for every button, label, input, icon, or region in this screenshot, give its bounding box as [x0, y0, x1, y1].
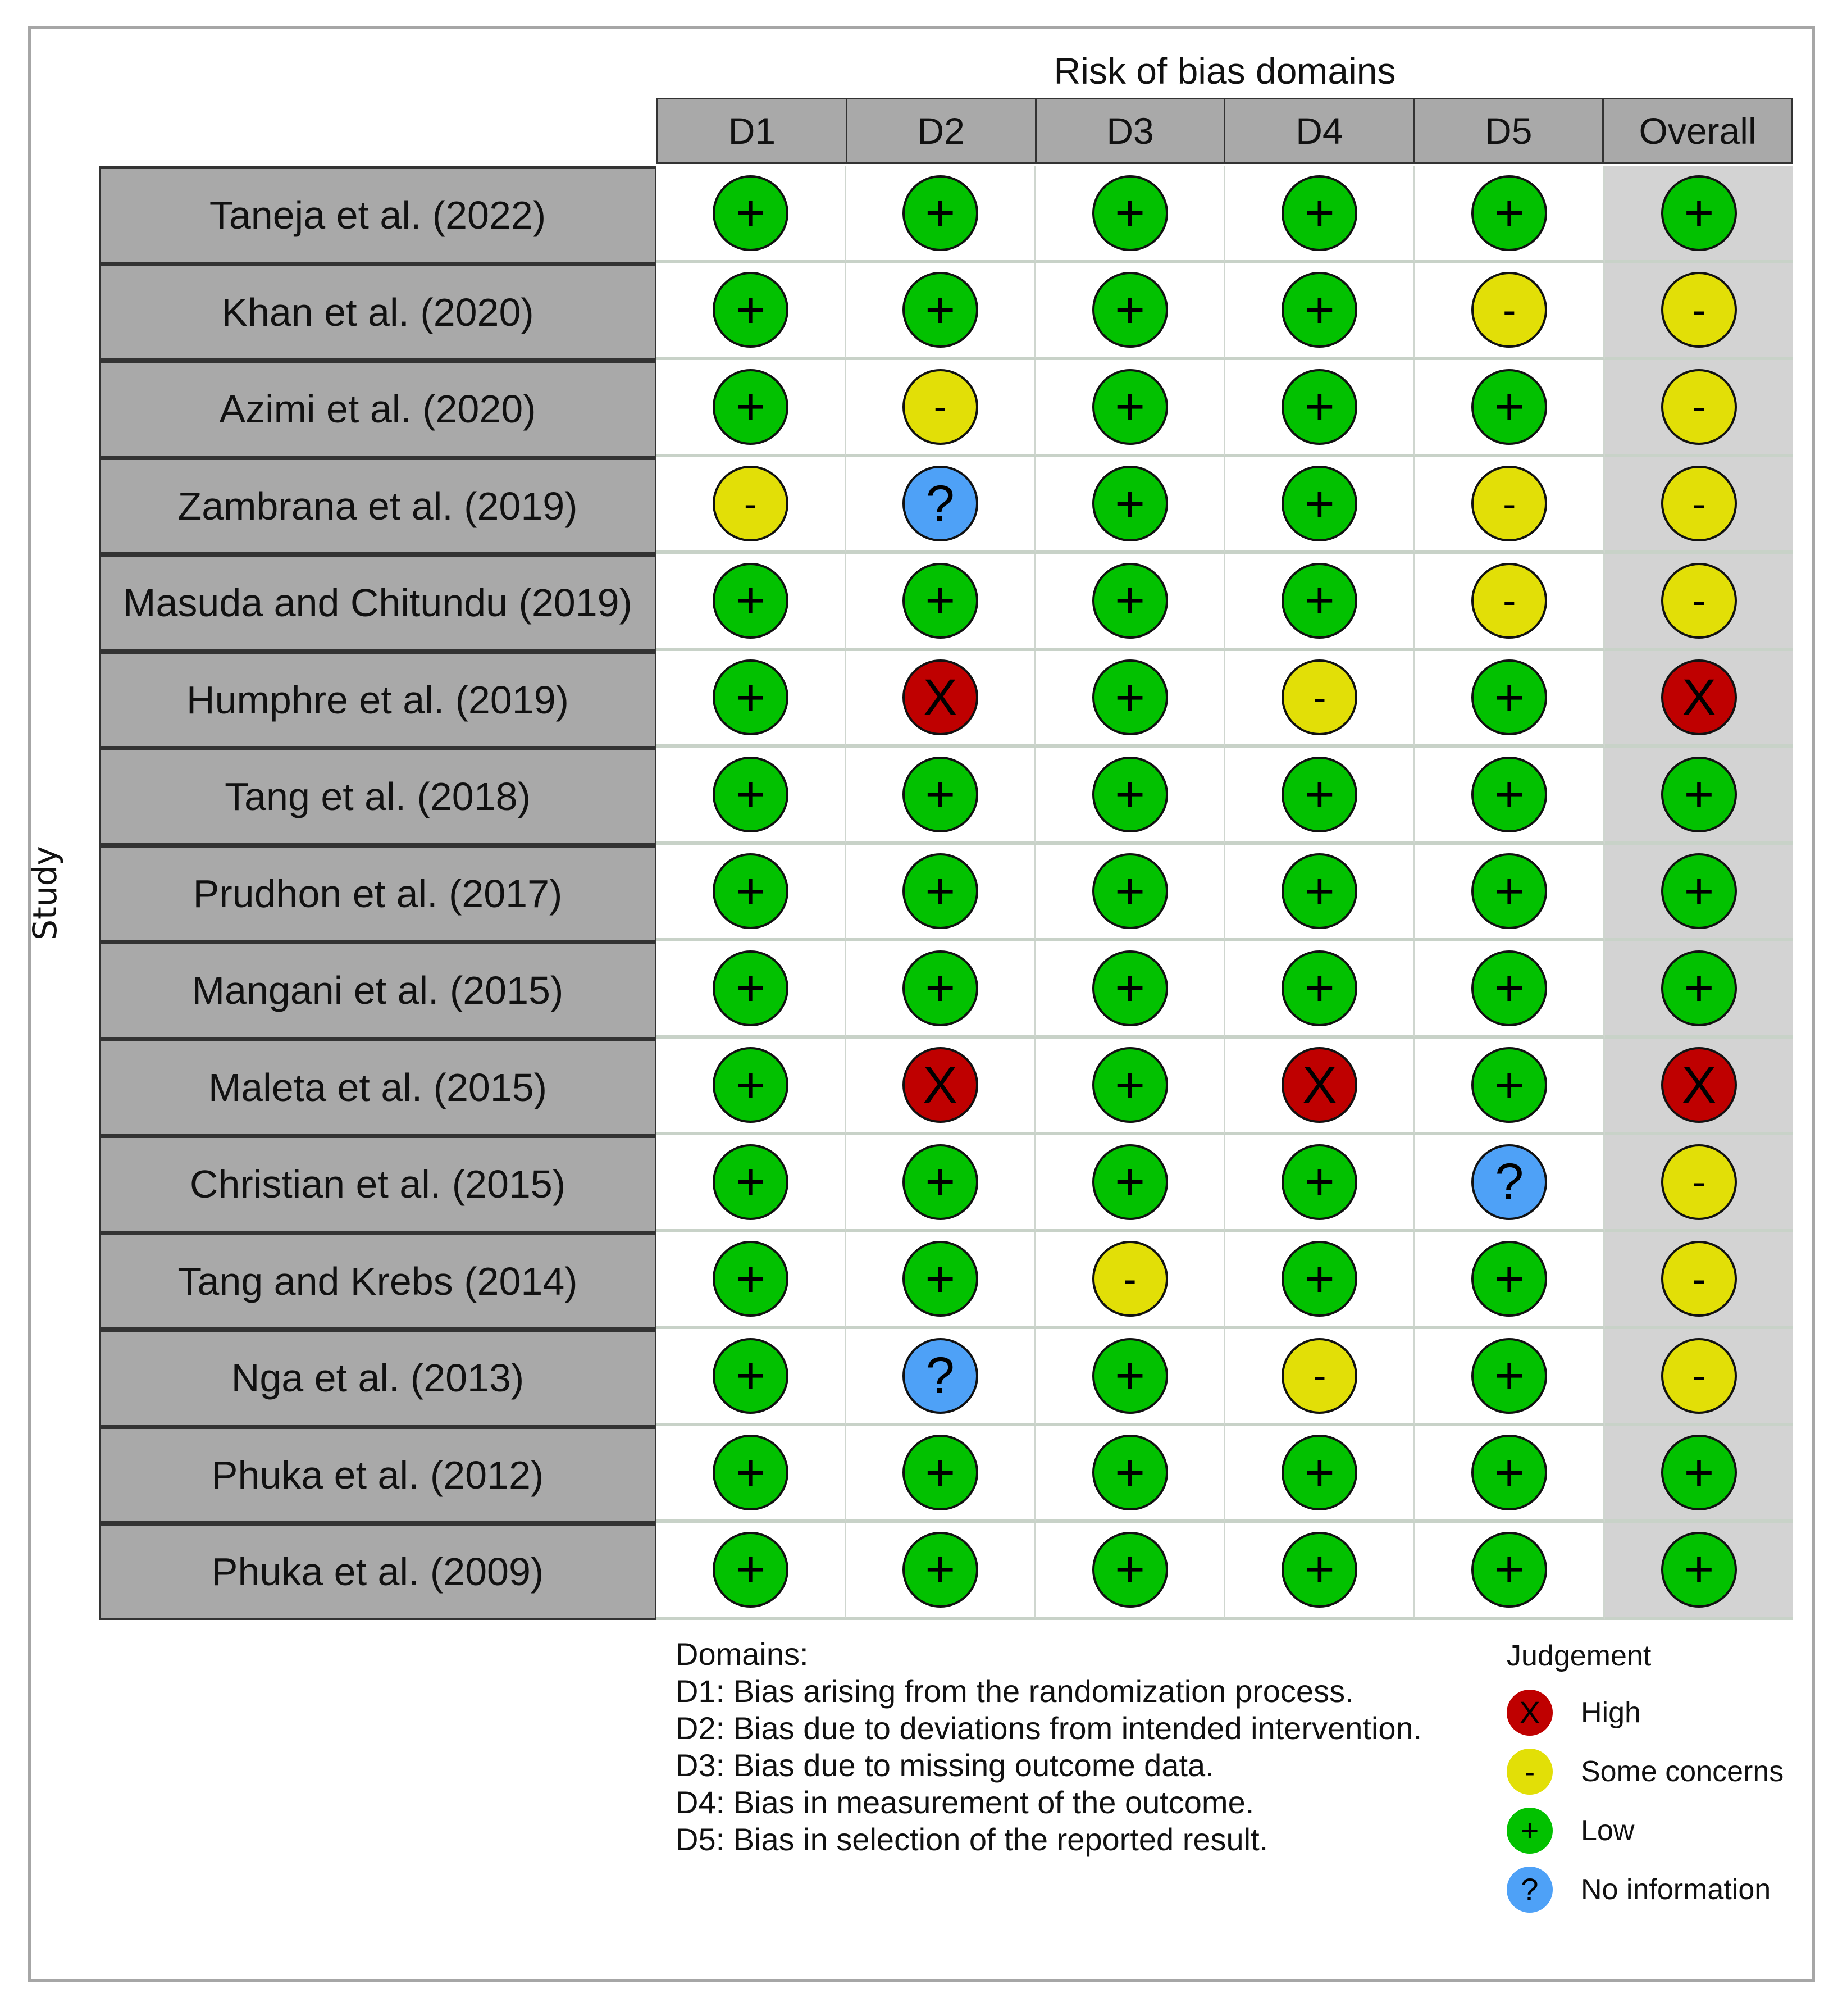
judgement-cell-d5 — [1415, 1039, 1605, 1136]
judgement-cell-d4 — [1225, 457, 1415, 554]
judgement-cell-overall — [1605, 748, 1793, 845]
judgement-minus-icon: - — [1661, 272, 1737, 348]
table-row — [99, 554, 1793, 651]
judgement-cell-d2 — [846, 1523, 1036, 1620]
judgement-cell-d4 — [1225, 166, 1415, 263]
judgement-plus-icon: + — [713, 175, 788, 251]
judgement-plus-icon: + — [1092, 1532, 1168, 1608]
judgement-plus-icon: + — [1092, 853, 1168, 929]
judgement-plus-icon: + — [1282, 1532, 1357, 1608]
judgement-plus-icon: + — [1471, 1338, 1547, 1414]
header-overall: Overall — [1602, 98, 1793, 164]
judgement-cell-d2 — [846, 263, 1036, 361]
domains-legend-item: D5: Bias in selection of the reported result. — [676, 1822, 1269, 1857]
judgement-plus-icon: + — [1092, 175, 1168, 251]
judgement-plus-icon: + — [1092, 563, 1168, 639]
table-row — [99, 845, 1793, 942]
judgement-cell-overall — [1605, 263, 1793, 361]
judgement-plus-icon: + — [713, 757, 788, 832]
judgement-legend-title: Judgement — [1507, 1640, 1652, 1672]
judgement-plus-icon: + — [902, 1144, 978, 1220]
risk-of-bias-grid — [99, 166, 1793, 1620]
judgement-plus-icon: + — [713, 1532, 788, 1608]
study-label: Khan et al. (2020) — [99, 263, 656, 361]
study-label: Phuka et al. (2012) — [99, 1426, 656, 1523]
judgement-minus-icon: - — [713, 466, 788, 541]
judgement-plus-icon: + — [1282, 369, 1357, 445]
judgement-plus-icon: + — [713, 369, 788, 445]
judgement-plus-icon: + — [1661, 1532, 1737, 1608]
judgement-cell-d2 — [846, 651, 1036, 748]
judgement-plus-icon: + — [1282, 563, 1357, 639]
judgement-cell-d4 — [1225, 1232, 1415, 1330]
table-row — [99, 166, 1793, 263]
judgement-cell-d2 — [846, 166, 1036, 263]
y-axis-label-text: Study — [26, 846, 64, 940]
domains-legend-item: D1: Bias arising from the randomization process. — [676, 1673, 1354, 1709]
judgement-plus-icon: + — [713, 1144, 788, 1220]
judgement-cell-d2 — [846, 748, 1036, 845]
judgement-cell-d5 — [1415, 457, 1605, 554]
judgement-cell-d2 — [846, 941, 1036, 1039]
judgement-plus-icon: + — [1282, 1241, 1357, 1317]
table-row — [99, 1135, 1793, 1232]
judgement-cell-d3 — [1036, 1039, 1226, 1136]
judgement-cell-d3 — [1036, 651, 1226, 748]
judgement-cell-d1 — [656, 1135, 846, 1232]
judgement-cell-d3 — [1036, 748, 1226, 845]
judgement-cell-d3 — [1036, 263, 1226, 361]
domain-header-row — [656, 98, 1793, 164]
judgement-minus-icon: - — [1661, 1241, 1737, 1317]
judgement-cell-d1 — [656, 941, 846, 1039]
judgement-plus-icon: + — [1471, 1532, 1547, 1608]
domains-legend-item: D4: Bias in measurement of the outcome. — [676, 1785, 1255, 1820]
judgement-cell-d1 — [656, 1329, 846, 1426]
legend-minus-icon: - — [1507, 1749, 1553, 1795]
judgement-cell-d3 — [1036, 360, 1226, 457]
judgement-cell-d3 — [1036, 1329, 1226, 1426]
judgement-cell-overall — [1605, 1329, 1793, 1426]
judgement-legend — [1507, 1639, 1784, 1919]
judgement-minus-icon: - — [1661, 1144, 1737, 1220]
judgement-cell-overall — [1605, 651, 1793, 748]
table-row — [99, 457, 1793, 554]
judgement-question-icon: ? — [902, 1338, 978, 1414]
judgement-cell-d4 — [1225, 263, 1415, 361]
table-row — [99, 360, 1793, 457]
judgement-cell-d4 — [1225, 1039, 1415, 1136]
judgement-cell-d2 — [846, 1135, 1036, 1232]
judgement-plus-icon: + — [713, 1241, 788, 1317]
judgement-cell-d3 — [1036, 1523, 1226, 1620]
judgement-plus-icon: + — [1092, 272, 1168, 348]
judgement-cell-d4 — [1225, 748, 1415, 845]
judgement-cell-overall — [1605, 457, 1793, 554]
domains-legend-title: Domains: — [676, 1636, 809, 1672]
judgement-legend-item — [1507, 1860, 1784, 1919]
judgement-cell-d3 — [1036, 845, 1226, 942]
judgement-plus-icon: + — [902, 950, 978, 1026]
judgement-cell-d1 — [656, 1232, 846, 1330]
legend-label: Some concerns — [1581, 1755, 1784, 1788]
judgement-cell-d4 — [1225, 1329, 1415, 1426]
judgement-cell-d1 — [656, 166, 846, 263]
domains-legend-item: D3: Bias due to missing outcome data. — [676, 1747, 1214, 1783]
judgement-plus-icon: + — [1661, 1435, 1737, 1510]
judgement-cell-d5 — [1415, 651, 1605, 748]
legend-question-icon: ? — [1507, 1867, 1553, 1913]
judgement-plus-icon: + — [713, 1338, 788, 1414]
judgement-plus-icon: + — [1282, 853, 1357, 929]
judgement-cell-d1 — [656, 1426, 846, 1523]
judgement-plus-icon: + — [713, 950, 788, 1026]
judgement-cell-overall — [1605, 845, 1793, 942]
judgement-cell-d3 — [1036, 1135, 1226, 1232]
judgement-cell-d2 — [846, 1329, 1036, 1426]
judgement-cell-d5 — [1415, 1135, 1605, 1232]
judgement-legend-item — [1507, 1742, 1784, 1801]
judgement-minus-icon: - — [902, 369, 978, 445]
judgement-cell-d5 — [1415, 941, 1605, 1039]
judgement-cell-d4 — [1225, 1426, 1415, 1523]
study-label: Prudhon et al. (2017) — [99, 845, 656, 942]
chart-title: Risk of bias domains — [1054, 50, 1396, 92]
judgement-legend-item — [1507, 1683, 1784, 1742]
judgement-plus-icon: + — [1471, 369, 1547, 445]
judgement-plus-icon: + — [1282, 1144, 1357, 1220]
judgement-plus-icon: + — [1471, 1047, 1547, 1123]
judgement-plus-icon: + — [1661, 950, 1737, 1026]
study-label: Tang et al. (2018) — [99, 748, 656, 845]
judgement-plus-icon: + — [1471, 757, 1547, 832]
judgement-cell-overall — [1605, 1135, 1793, 1232]
header-d3: D3 — [1035, 98, 1226, 164]
judgement-plus-icon: + — [713, 272, 788, 348]
judgement-minus-icon: - — [1471, 272, 1547, 348]
judgement-plus-icon: + — [1092, 1338, 1168, 1414]
study-label: Maleta et al. (2015) — [99, 1039, 656, 1136]
judgement-plus-icon: + — [1092, 757, 1168, 832]
judgement-minus-icon: - — [1471, 466, 1547, 541]
table-row — [99, 1329, 1793, 1426]
judgement-question-icon: ? — [902, 466, 978, 541]
table-row — [99, 748, 1793, 845]
judgement-cell-d5 — [1415, 263, 1605, 361]
judgement-cell-d1 — [656, 651, 846, 748]
judgement-cell-d4 — [1225, 651, 1415, 748]
judgement-cell-d5 — [1415, 1523, 1605, 1620]
judgement-cell-d4 — [1225, 360, 1415, 457]
judgement-cell-d1 — [656, 554, 846, 651]
judgement-plus-icon: + — [1282, 757, 1357, 832]
table-row — [99, 263, 1793, 361]
header-d1: D1 — [656, 98, 847, 164]
judgement-plus-icon: + — [902, 175, 978, 251]
judgement-plus-icon: + — [902, 1241, 978, 1317]
judgement-plus-icon: + — [902, 1435, 978, 1510]
judgement-plus-icon: + — [1282, 272, 1357, 348]
legend-plus-icon: + — [1507, 1808, 1553, 1854]
judgement-cell-d4 — [1225, 1135, 1415, 1232]
judgement-cell-d3 — [1036, 554, 1226, 651]
judgement-plus-icon: + — [1661, 853, 1737, 929]
judgement-plus-icon: + — [902, 272, 978, 348]
judgement-cell-overall — [1605, 941, 1793, 1039]
judgement-plus-icon: + — [1092, 1047, 1168, 1123]
judgement-cell-overall — [1605, 554, 1793, 651]
domains-legend — [676, 1636, 1422, 1858]
judgement-cell-d2 — [846, 554, 1036, 651]
study-label: Tang and Krebs (2014) — [99, 1232, 656, 1330]
judgement-cell-overall — [1605, 1426, 1793, 1523]
judgement-x-icon: X — [902, 659, 978, 735]
judgement-plus-icon: + — [1471, 1435, 1547, 1510]
judgement-cell-d4 — [1225, 845, 1415, 942]
study-label: Mangani et al. (2015) — [99, 941, 656, 1039]
judgement-cell-d2 — [846, 1039, 1036, 1136]
judgement-cell-d2 — [846, 1426, 1036, 1523]
judgement-minus-icon: - — [1282, 1338, 1357, 1414]
judgement-minus-icon: - — [1092, 1241, 1168, 1317]
judgement-x-icon: X — [1282, 1047, 1357, 1123]
judgement-minus-icon: - — [1471, 563, 1547, 639]
judgement-cell-d3 — [1036, 457, 1226, 554]
header-d2: D2 — [846, 98, 1037, 164]
judgement-plus-icon: + — [713, 563, 788, 639]
judgement-cell-d2 — [846, 845, 1036, 942]
judgement-plus-icon: + — [902, 757, 978, 832]
judgement-cell-d3 — [1036, 1426, 1226, 1523]
judgement-cell-d1 — [656, 1039, 846, 1136]
header-d5: D5 — [1413, 98, 1604, 164]
judgement-cell-d1 — [656, 457, 846, 554]
judgement-cell-d5 — [1415, 360, 1605, 457]
judgement-plus-icon: + — [1092, 659, 1168, 735]
judgement-x-icon: X — [1661, 1047, 1737, 1123]
judgement-plus-icon: + — [1471, 853, 1547, 929]
judgement-plus-icon: + — [713, 853, 788, 929]
judgement-cell-d5 — [1415, 748, 1605, 845]
judgement-cell-d2 — [846, 457, 1036, 554]
judgement-cell-d1 — [656, 748, 846, 845]
judgement-cell-d1 — [656, 1523, 846, 1620]
judgement-question-icon: ? — [1471, 1144, 1547, 1220]
study-label: Nga et al. (2013) — [99, 1329, 656, 1426]
judgement-plus-icon: + — [1471, 175, 1547, 251]
judgement-plus-icon: + — [1661, 175, 1737, 251]
judgement-cell-overall — [1605, 1232, 1793, 1330]
study-label: Taneja et al. (2022) — [99, 166, 656, 263]
legend-label: Low — [1581, 1814, 1635, 1847]
judgement-minus-icon: - — [1661, 466, 1737, 541]
judgement-cell-d2 — [846, 360, 1036, 457]
judgement-cell-d1 — [656, 360, 846, 457]
judgement-plus-icon: + — [1282, 466, 1357, 541]
judgement-cell-d4 — [1225, 941, 1415, 1039]
judgement-plus-icon: + — [1471, 950, 1547, 1026]
judgement-cell-d5 — [1415, 554, 1605, 651]
legend-label: High — [1581, 1696, 1641, 1729]
judgement-x-icon: X — [902, 1047, 978, 1123]
study-label: Zambrana et al. (2019) — [99, 457, 656, 554]
judgement-cell-d5 — [1415, 1426, 1605, 1523]
judgement-cell-overall — [1605, 166, 1793, 263]
judgement-plus-icon: + — [1471, 1241, 1547, 1317]
study-label: Christian et al. (2015) — [99, 1135, 656, 1232]
judgement-cell-d5 — [1415, 1329, 1605, 1426]
judgement-cell-d3 — [1036, 166, 1226, 263]
judgement-cell-d5 — [1415, 845, 1605, 942]
table-row — [99, 1523, 1793, 1620]
judgement-cell-d3 — [1036, 1232, 1226, 1330]
judgement-cell-overall — [1605, 1523, 1793, 1620]
judgement-cell-d4 — [1225, 554, 1415, 651]
judgement-plus-icon: + — [1092, 1435, 1168, 1510]
table-row — [99, 1039, 1793, 1136]
judgement-plus-icon: + — [902, 853, 978, 929]
judgement-x-icon: X — [1661, 659, 1737, 735]
domains-legend-item: D2: Bias due to deviations from intended intervention. — [676, 1710, 1422, 1746]
judgement-cell-d1 — [656, 845, 846, 942]
study-label: Azimi et al. (2020) — [99, 360, 656, 457]
judgement-cell-overall — [1605, 1039, 1793, 1136]
judgement-plus-icon: + — [1282, 1435, 1357, 1510]
judgement-plus-icon: + — [1092, 950, 1168, 1026]
judgement-cell-d5 — [1415, 1232, 1605, 1330]
judgement-plus-icon: + — [902, 1532, 978, 1608]
judgement-cell-d1 — [656, 263, 846, 361]
table-row — [99, 1232, 1793, 1330]
table-row — [99, 651, 1793, 748]
judgement-minus-icon: - — [1661, 369, 1737, 445]
judgement-plus-icon: + — [713, 1435, 788, 1510]
table-row — [99, 941, 1793, 1039]
judgement-cell-d4 — [1225, 1523, 1415, 1620]
judgement-legend-item — [1507, 1801, 1784, 1860]
study-label: Phuka et al. (2009) — [99, 1523, 656, 1620]
table-row — [99, 1426, 1793, 1523]
judgement-cell-d3 — [1036, 941, 1226, 1039]
judgement-plus-icon: + — [1282, 950, 1357, 1026]
legend-x-icon: X — [1507, 1690, 1553, 1736]
judgement-plus-icon: + — [1282, 175, 1357, 251]
judgement-cell-d5 — [1415, 166, 1605, 263]
judgement-cell-overall — [1605, 360, 1793, 457]
study-label: Humphre et al. (2019) — [99, 651, 656, 748]
judgement-plus-icon: + — [1092, 369, 1168, 445]
judgement-minus-icon: - — [1282, 659, 1357, 735]
judgement-plus-icon: + — [1471, 659, 1547, 735]
header-d4: D4 — [1224, 98, 1415, 164]
judgement-cell-d2 — [846, 1232, 1036, 1330]
judgement-plus-icon: + — [1661, 757, 1737, 832]
judgement-minus-icon: - — [1661, 1338, 1737, 1414]
judgement-plus-icon: + — [713, 659, 788, 735]
study-label: Masuda and Chitundu (2019) — [99, 554, 656, 651]
judgement-plus-icon: + — [1092, 466, 1168, 541]
judgement-minus-icon: - — [1661, 563, 1737, 639]
legend-label: No information — [1581, 1873, 1771, 1906]
judgement-plus-icon: + — [902, 563, 978, 639]
judgement-plus-icon: + — [713, 1047, 788, 1123]
judgement-plus-icon: + — [1092, 1144, 1168, 1220]
